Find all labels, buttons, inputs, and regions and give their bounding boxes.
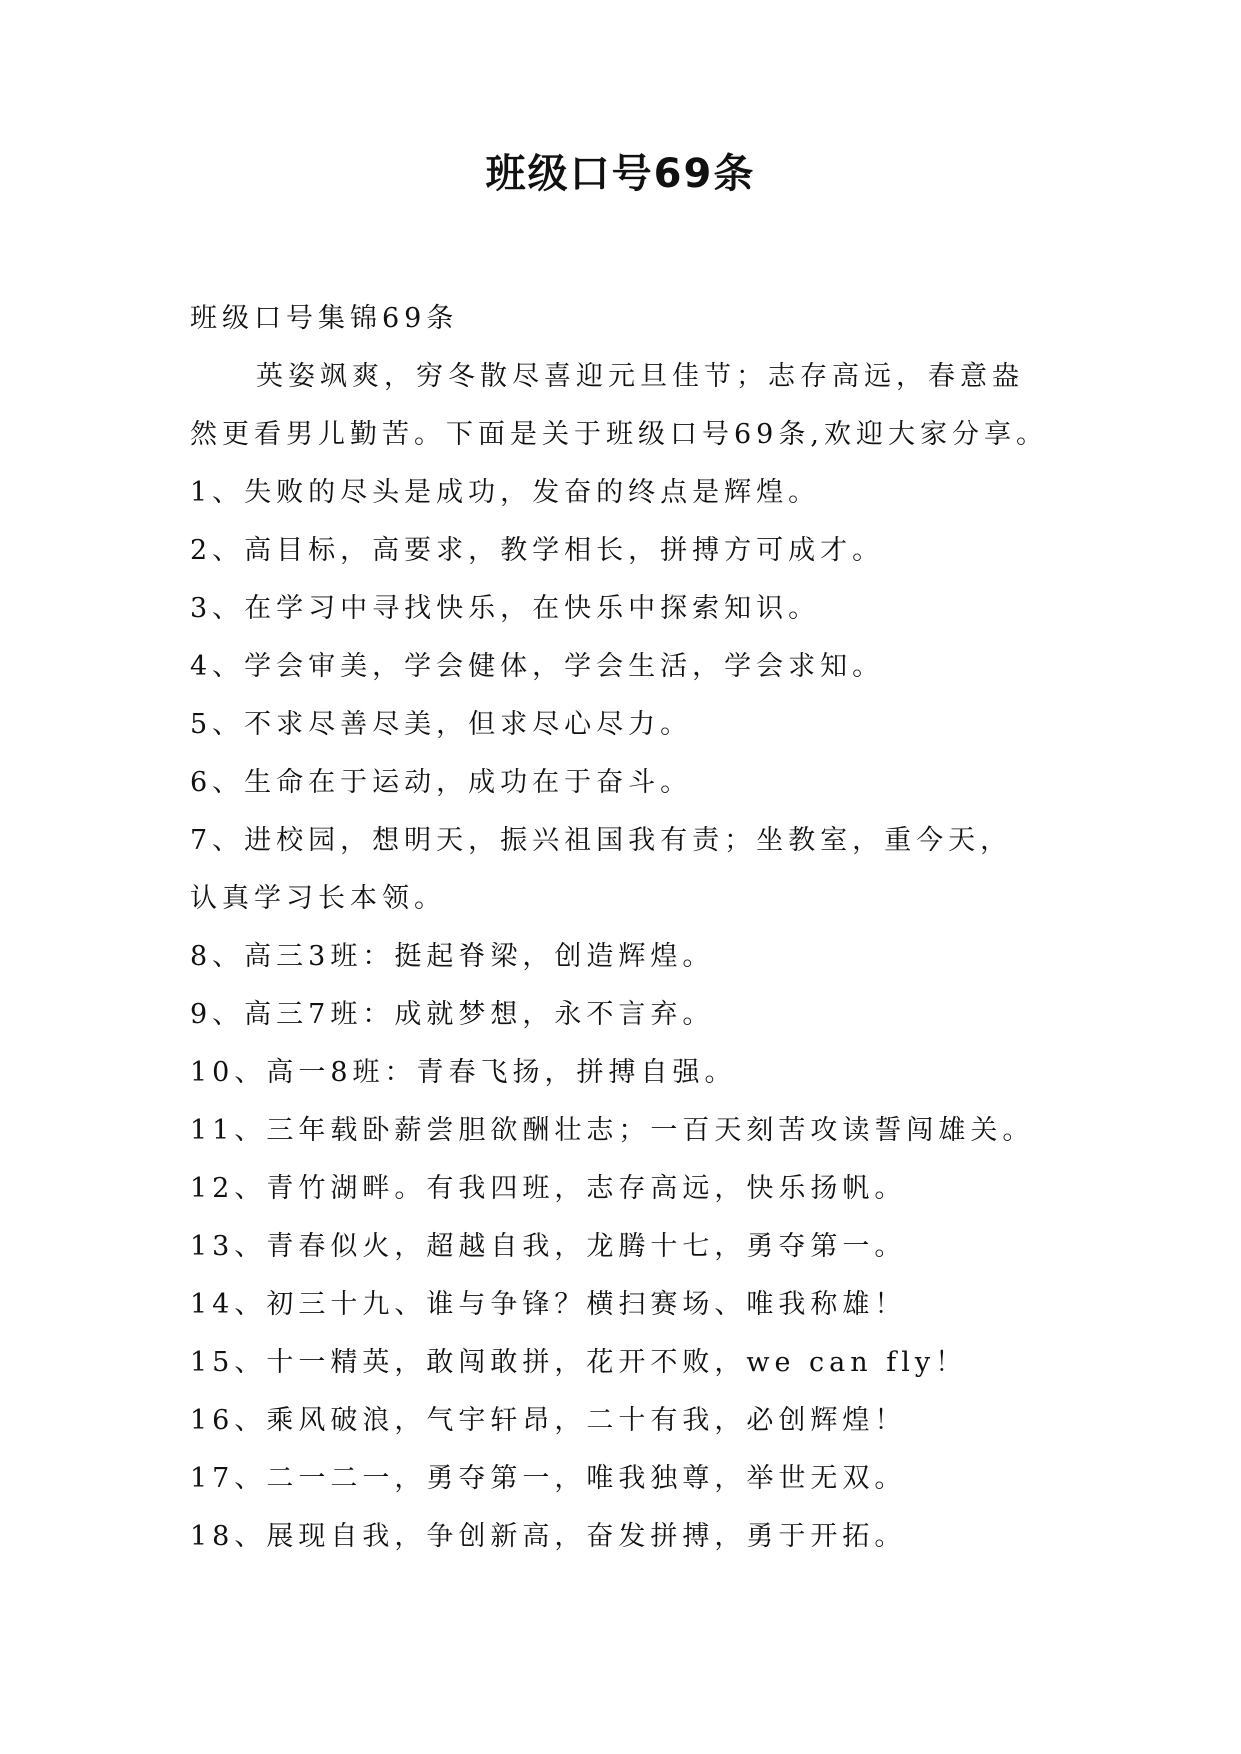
- slogan-item: 3、在学习中寻找快乐，在快乐中探索知识。: [190, 593, 821, 624]
- slogan-item: 1、失败的尽头是成功，发奋的终点是辉煌。: [190, 477, 821, 508]
- slogan-item: 6、生命在于运动，成功在于奋斗。: [190, 767, 693, 798]
- document-subtitle: 班级口号集锦69条: [190, 303, 459, 334]
- slogan-item: 2、高目标，高要求，教学相长，拼搏方可成才。: [190, 535, 885, 566]
- slogan-item: 17、二一二一，勇夺第一，唯我独尊，举世无双。: [190, 1463, 907, 1494]
- slogan-item: 4、学会审美，学会健体，学会生活，学会求知。: [190, 651, 885, 682]
- intro-paragraph-line-1: 英姿飒爽，穷冬散尽喜迎元旦佳节；志存高远，春意盎: [256, 361, 1024, 392]
- slogan-item: 11、三年载卧薪尝胆欲酬壮志；一百天刻苦攻读誓闯雄关。: [190, 1115, 1035, 1146]
- intro-paragraph-line-2: 然更看男儿勤苦。下面是关于班级口号69条,欢迎大家分享。: [190, 419, 1048, 450]
- slogan-item: 15、十一精英，敢闯敢拼，花开不败，we can fly！: [190, 1347, 968, 1378]
- slogan-item: 8、高三3班：挺起脊梁，创造辉煌。: [190, 941, 715, 972]
- slogan-item: 5、不求尽善尽美，但求尽心尽力。: [190, 709, 693, 740]
- slogan-item-continuation: 认真学习长本领。: [190, 883, 446, 914]
- document-body: [190, 290, 1070, 1566]
- slogan-item: 14、初三十九、谁与争锋？横扫赛场、唯我称雄！: [190, 1289, 907, 1320]
- slogan-item: 7、进校园，想明天，振兴祖国我有责；坐教室，重今天，: [190, 825, 1013, 856]
- slogan-item: 16、乘风破浪，气宇轩昂，二十有我，必创辉煌！: [190, 1405, 907, 1436]
- slogan-item: 10、高一8班：青春飞扬，拼搏自强。: [190, 1057, 737, 1088]
- slogan-item: 13、青春似火，超越自我，龙腾十七，勇夺第一。: [190, 1231, 907, 1262]
- slogan-item: 9、高三7班：成就梦想，永不言弃。: [190, 999, 715, 1030]
- document-title: 班级口号69条: [485, 151, 756, 197]
- slogan-item: 18、展现自我，争创新高，奋发拼搏，勇于开拓。: [190, 1521, 907, 1552]
- slogan-item: 12、青竹湖畔。有我四班，志存高远，快乐扬帆。: [190, 1173, 907, 1204]
